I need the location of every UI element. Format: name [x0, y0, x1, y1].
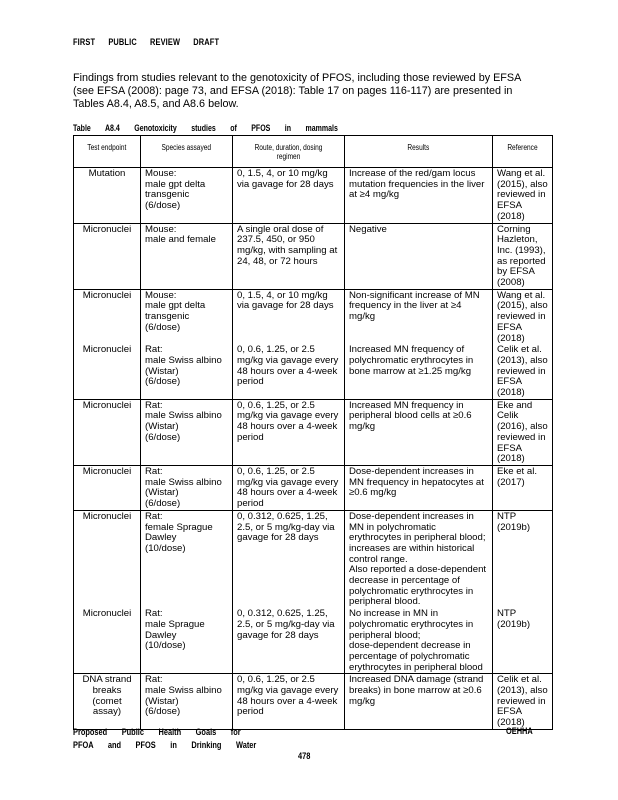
- column-header-species: Species assayed: [141, 136, 233, 168]
- cell-results: Dose-dependent increases in MN frequency in hepatocytes at ≥0.6 mg/kg: [345, 465, 493, 510]
- cell-reference: Wang et al. (2015), also reviewed in EFSA (2018): [493, 168, 553, 224]
- cell-results: Non-significant increase of MN frequency in the liver at ≥4 mg/kg: [345, 289, 493, 344]
- table-row: [74, 399, 553, 465]
- footer-title-line-2: PFOA and PFOS in Drinking Water: [73, 740, 257, 751]
- page-number: 478: [298, 751, 311, 762]
- column-header-endpoint: Test endpoint: [74, 136, 141, 168]
- cell-route: 0, 0.6, 1.25, or 2.5 mg/kg via gavage every 48 hours over a 4-week period: [233, 344, 345, 399]
- cell-endpoint: Micronuclei: [74, 223, 141, 289]
- column-header-results: Results: [345, 136, 493, 168]
- intro-paragraph: Findings from studies relevant to the genotoxicity of PFOS, including those reviewed by EFSA (see EFSA (2008): page 73, and EFSA (2018): Table 17 on pages 116-117) are presented in Tables A8.4, A8.5, and A8.6 below.: [73, 72, 521, 110]
- cell-species: Rat: male Swiss albino (Wistar) (6/dose): [141, 399, 233, 465]
- cell-species: Mouse: male and female: [141, 223, 233, 289]
- cell-route: 0, 0.312, 0.625, 1.25, 2.5, or 5 mg/kg-day via gavage for 28 days: [233, 510, 345, 608]
- cell-results: Negative: [345, 223, 493, 289]
- cell-endpoint: Mutation: [74, 168, 141, 224]
- cell-results: Increased MN frequency of polychromatic erythrocytes in bone marrow at ≥1.25 mg/kg: [345, 344, 493, 399]
- cell-reference: Eke et al. (2017): [493, 465, 553, 510]
- table-row: [74, 608, 553, 674]
- cell-reference: NTP (2019b): [493, 510, 553, 608]
- cell-endpoint: Micronuclei: [74, 289, 141, 344]
- cell-endpoint: Micronuclei: [74, 608, 141, 674]
- cell-reference: Celik et al. (2013), also reviewed in EFSA (2018): [493, 344, 553, 399]
- cell-endpoint: DNA strand breaks (comet assay): [74, 674, 141, 730]
- cell-species: Rat: female Sprague Dawley (10/dose): [141, 510, 233, 608]
- cell-route: 0, 1.5, 4, or 10 mg/kg via gavage for 28 days: [233, 289, 345, 344]
- cell-endpoint: Micronuclei: [74, 510, 141, 608]
- cell-route: 0, 0.312, 0.625, 1.25, 2.5, or 5 mg/kg-day via gavage for 28 days: [233, 608, 345, 674]
- cell-endpoint: Micronuclei: [74, 399, 141, 465]
- cell-reference: Corning Hazleton, Inc. (1993), as reported by EFSA (2008): [493, 223, 553, 289]
- footer-document-title: [73, 726, 256, 752]
- cell-species: Mouse: male gpt delta transgenic (6/dose): [141, 289, 233, 344]
- cell-results: Increased DNA damage (strand breaks) in bone marrow at ≥0.6 mg/kg: [345, 674, 493, 730]
- cell-route: A single oral dose of 237.5, 450, or 950 mg/kg, with sampling at 24, 48, or 72 hours: [233, 223, 345, 289]
- cell-reference: Eke and Celik (2016), also reviewed in EFSA (2018): [493, 399, 553, 465]
- table-row: [74, 289, 553, 344]
- cell-reference: NTP (2019b): [493, 608, 553, 674]
- cell-route: 0, 0.6, 1.25, or 2.5 mg/kg via gavage every 48 hours over a 4-week period: [233, 399, 345, 465]
- table-row: [74, 465, 553, 510]
- cell-species: Rat: male Sprague Dawley (10/dose): [141, 608, 233, 674]
- table-row: [74, 223, 553, 289]
- cell-route: 0, 1.5, 4, or 10 mg/kg via gavage for 28 days: [233, 168, 345, 224]
- cell-reference: Wang et al. (2015), also reviewed in EFSA (2018): [493, 289, 553, 344]
- cell-results: No increase in MN in polychromatic erythrocytes in peripheral blood; dose-dependent decrease in percentage of polychromatic erythrocytes in peripheral blood: [345, 608, 493, 674]
- cell-species: Rat: male Swiss albino (Wistar) (6/dose): [141, 674, 233, 730]
- cell-route: 0, 0.6, 1.25, or 2.5 mg/kg via gavage every 48 hours over a 4-week period: [233, 674, 345, 730]
- cell-species: Mouse: male gpt delta transgenic (6/dose): [141, 168, 233, 224]
- column-header-reference: Reference: [493, 136, 553, 168]
- cell-results: Increase of the red/gam locus mutation frequencies in the liver at ≥4 mg/kg: [345, 168, 493, 224]
- cell-reference: Celik et al. (2013), also reviewed in EFSA (2018): [493, 674, 553, 730]
- table-row: [74, 674, 553, 730]
- table-row: [74, 344, 553, 399]
- footer-agency: OEHHA: [506, 726, 533, 737]
- cell-results: Increased MN frequency in peripheral blood cells at ≥0.6 mg/kg: [345, 399, 493, 465]
- table-header-row: [74, 136, 553, 168]
- draft-header: FIRST PUBLIC REVIEW DRAFT: [73, 37, 220, 48]
- table-row: [74, 510, 553, 608]
- cell-species: Rat: male Swiss albino (Wistar) (6/dose): [141, 465, 233, 510]
- cell-results: Dose-dependent increases in MN in polychromatic erythrocytes in peripheral blood; increases are within historical control range. Also reported a dose-dependent decrease in percentage of polychromatic erythrocytes in peripheral blood.: [345, 510, 493, 608]
- cell-route: 0, 0.6, 1.25, or 2.5 mg/kg via gavage every 48 hours over a 4-week period: [233, 465, 345, 510]
- cell-species: Rat: male Swiss albino (Wistar) (6/dose): [141, 344, 233, 399]
- genotoxicity-table: [73, 135, 553, 730]
- cell-endpoint: Micronuclei: [74, 465, 141, 510]
- table-caption: Table A8.4 Genotoxicity studies of PFOS in mammals: [73, 123, 338, 133]
- column-header-route: Route, duration, dosing regimen: [233, 136, 345, 168]
- table-row: [74, 168, 553, 224]
- cell-endpoint: Micronuclei: [74, 344, 141, 399]
- footer-title-line-1: Proposed Public Health Goals for: [73, 727, 241, 738]
